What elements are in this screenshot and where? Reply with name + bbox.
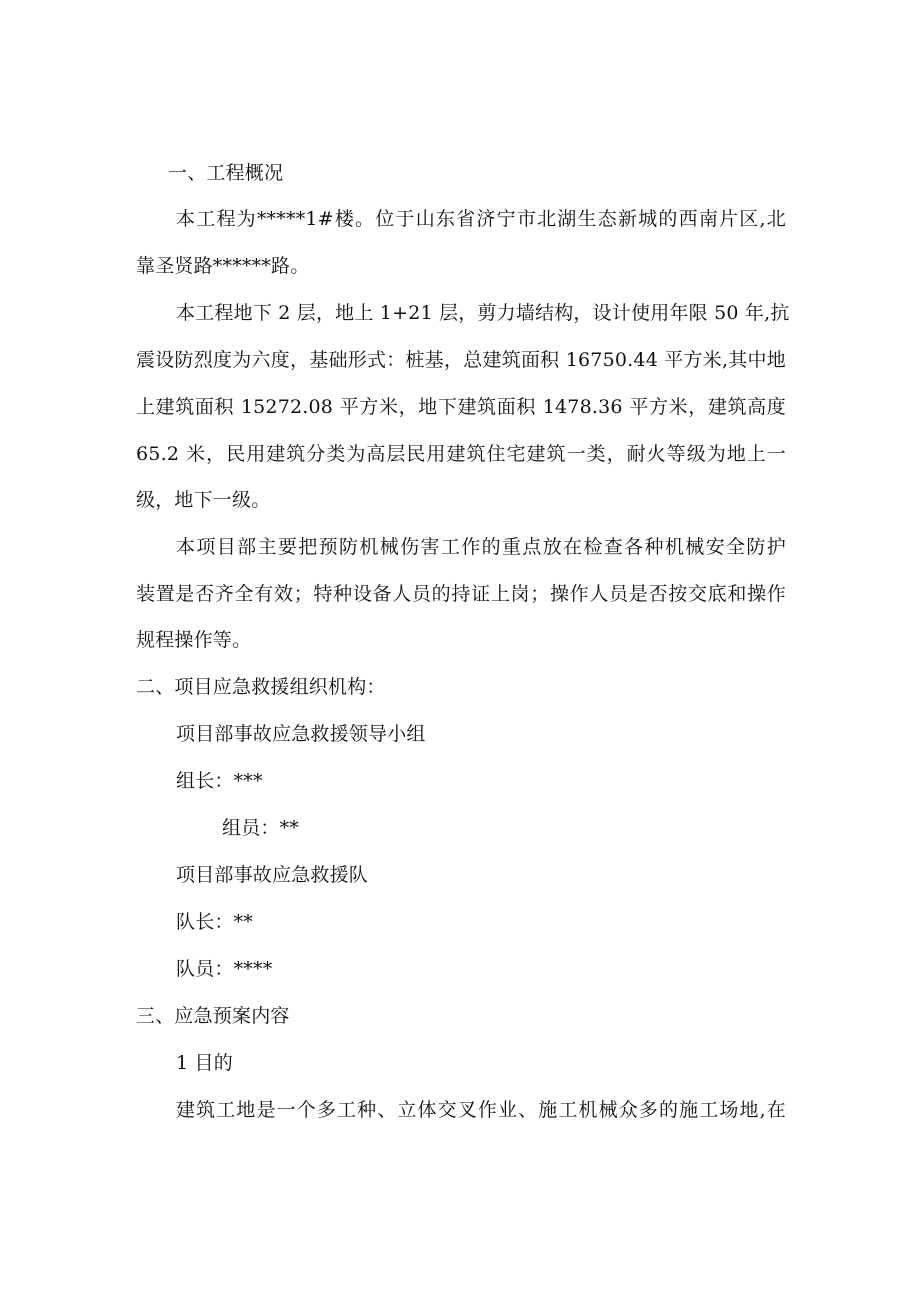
s1-para3-line1: 本项目部主要把预防机械伤害工作的重点放在检查各种机械安全防护 — [176, 536, 786, 558]
team-leader: 队长：** — [176, 911, 254, 933]
group-members: 组员：** — [222, 817, 300, 839]
section-3-heading: 三、应急预案内容 — [136, 1005, 290, 1027]
s1-para1-line2: 靠圣贤路******路。 — [136, 255, 310, 277]
s1-para2-line4: 65.2 米，民用建筑分类为高层民用建筑住宅建筑一类，耐火等级为地上一 — [136, 443, 786, 465]
group-leader: 组长：*** — [176, 770, 263, 792]
team-members: 队员：**** — [176, 958, 273, 980]
s1-para2-line2: 震设防烈度为六度，基础形式：桩基，总建筑面积 16750.44 平方米,其中地 — [136, 349, 786, 371]
section-2-heading: 二、项目应急救援组织机构： — [136, 676, 386, 698]
s1-para2-line5: 级，地下一级。 — [136, 489, 271, 511]
s1-para2-line1: 本工程地下 2 层，地上 1+21 层，剪力墙结构，设计使用年限 50 年,抗 — [176, 302, 790, 324]
subsection-purpose: 1 目的 — [176, 1052, 233, 1074]
s1-para3-line3: 规程操作等。 — [136, 629, 252, 651]
s1-para1-line1: 本工程为*****1#楼。位于山东省济宁市北湖生态新城的西南片区,北 — [176, 208, 786, 230]
s3-para1-line1: 建筑工地是一个多工种、立体交叉作业、施工机械众多的施工场地,在 — [176, 1099, 786, 1121]
section-1-heading: 一、工程概况 — [168, 162, 284, 184]
rescue-team-title: 项目部事故应急救援队 — [176, 864, 369, 886]
leader-group-title: 项目部事故应急救援领导小组 — [176, 723, 426, 745]
s1-para2-line3: 上建筑面积 15272.08 平方米，地下建筑面积 1478.36 平方米，建筑高度 — [136, 396, 786, 418]
s1-para3-line2: 装置是否齐全有效；特种设备人员的持证上岗；操作人员是否按交底和操作 — [136, 583, 786, 605]
